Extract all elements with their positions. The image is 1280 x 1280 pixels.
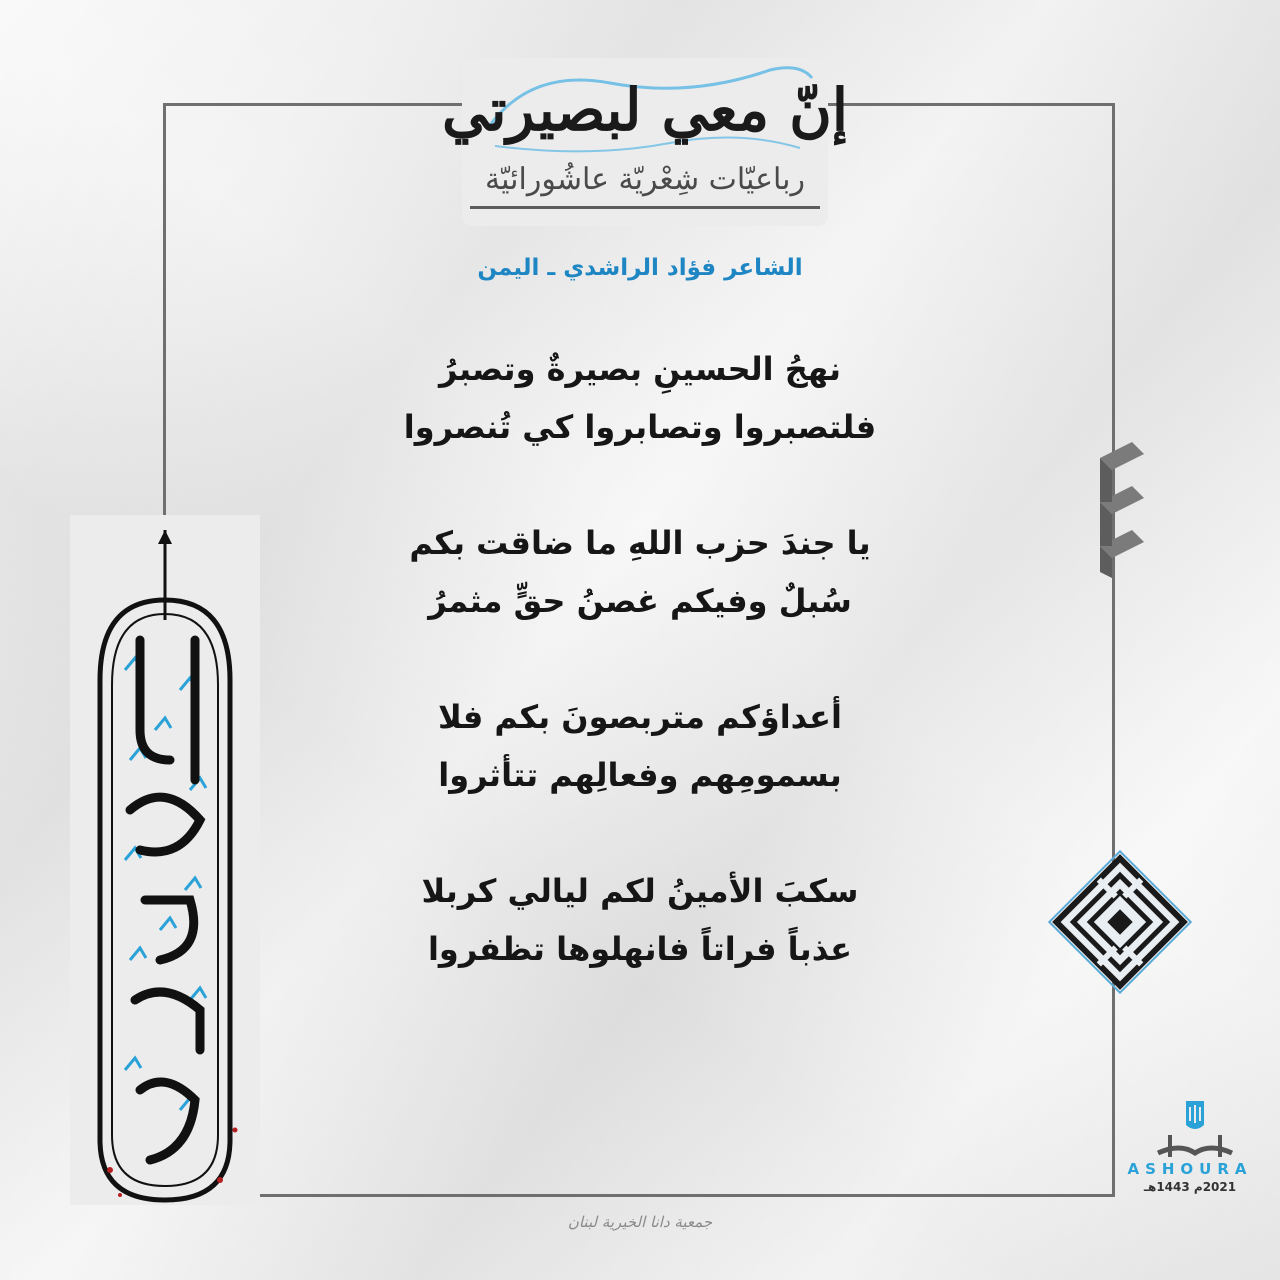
ashoura-logo-icon — [1150, 1095, 1240, 1170]
stanza — [240, 862, 1040, 978]
subtitle: رباعيّات شِعْريّة عاشُورائيّة — [485, 162, 805, 197]
zigzag-ornament-icon — [1092, 440, 1152, 580]
verse: عذباً فراتاً فانهلوها تظفروا — [427, 930, 853, 968]
stanza — [240, 340, 1040, 456]
signature: جمعية دانا الخيرية لبنان — [567, 1213, 713, 1231]
calligraphy-panel-icon — [70, 530, 260, 1210]
poet-name: الشاعر فؤاد الراشدي ـ اليمن — [477, 255, 803, 281]
kufic-ornament-icon — [1050, 852, 1190, 992]
brand-year: 2021م 1443هـ — [1143, 1180, 1237, 1194]
title-calligraphy: إنّ معي لبصيرتي — [442, 76, 848, 144]
verse: فلتصبروا وتصابروا كي تُنصروا — [403, 408, 877, 446]
stanza — [240, 514, 1040, 630]
verse: بسمومِهم وفعالِهم تتأثروا — [438, 756, 842, 794]
verse: سكبَ الأمينُ لكم ليالي كربلا — [421, 872, 859, 910]
verse: يا جندَ حزب اللهِ ما ضاقت بكم — [409, 524, 871, 562]
verse: سُبلٌ وفيكم غصنُ حقٍّ مثمرُ — [428, 582, 852, 620]
poem — [240, 340, 1040, 1036]
stanza — [240, 688, 1040, 804]
brand-latin: ASHOURA — [1127, 1160, 1253, 1178]
verse: نهجُ الحسينِ بصيرةٌ وتصبرُ — [439, 350, 841, 388]
verse: أعداؤكم متربصونَ بكم فلا — [438, 698, 842, 736]
subtitle-underline — [470, 206, 820, 209]
